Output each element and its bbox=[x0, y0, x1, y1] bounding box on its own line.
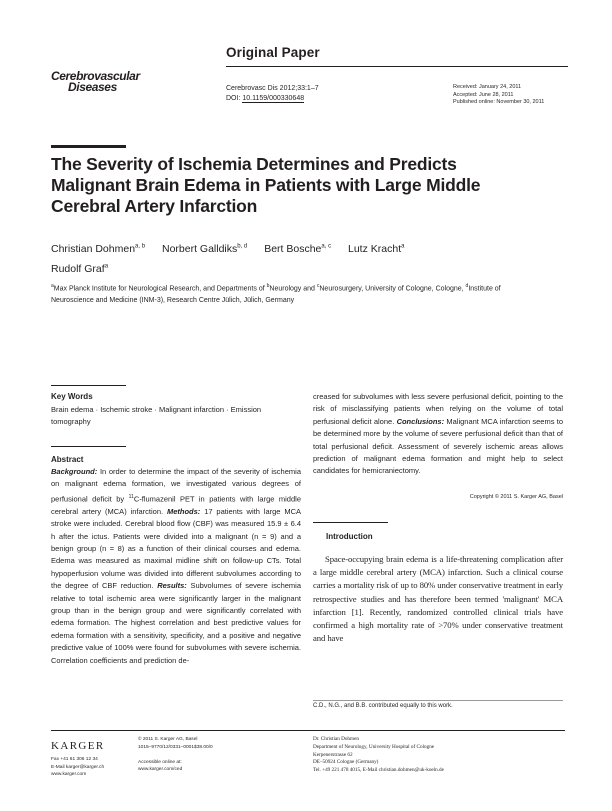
journal-logo bbox=[51, 71, 140, 93]
affiliations: $^a$Max Planck Institute for Neurological Research, and Departments of $^b$Neurology and $^c$Neurosurgery, University of Cologne, Cologne, $^d$Institute of Neuroscience and Medicine (INM-3), Research Centre Jülich, Jülich, Germany bbox=[51, 283, 501, 305]
introduction-heading: Introduction bbox=[326, 532, 373, 541]
author-list bbox=[51, 237, 521, 278]
issn: 1015–9770/12/0331–0001$38.00/0 bbox=[138, 744, 213, 750]
header-rule bbox=[226, 66, 568, 67]
corr-street: Kerpenerstrasse 62 bbox=[313, 751, 353, 758]
footer-rule bbox=[51, 730, 565, 731]
citation: Cerebrovasc Dis 2012;33:1–7 bbox=[226, 85, 319, 92]
access-url[interactable]: www.karger.com/ced bbox=[138, 767, 183, 772]
publisher-website[interactable]: www.karger.com bbox=[51, 772, 87, 777]
publisher-logo: KARGER bbox=[51, 740, 105, 752]
footer-copyright: © 2011 S. Karger AG, Basel bbox=[138, 737, 198, 742]
publisher-email[interactable]: E-Mail karger@karger.ch bbox=[51, 764, 105, 770]
author: Bert Bosche$^{a, c}$ bbox=[264, 242, 332, 255]
published-date: Published online: November 30, 2011 bbox=[453, 99, 545, 105]
abstract-continued: creased for subvolumes with less severe perfusional deficit, pointing to the risk of misclassifying patients when relying on the volume of total perfusional deficit alone. Conclusions: Malignant MCA infarction seems to be determined more by the volume of severe perfusional deficit than that of total perfusional deficit. Assessment of severely ischemic areas allows prediction of malignant edema formation and might help to select candidates for hemicraniectomy. bbox=[313, 392, 564, 476]
access-label: Accessible online at: bbox=[138, 759, 182, 765]
author: Norbert Galldiks$^{b, d}$ bbox=[161, 242, 248, 255]
doi-line bbox=[226, 94, 319, 104]
section-label: Original Paper bbox=[226, 45, 320, 60]
corr-department: Department of Neurology, University Hospital of Cologne bbox=[313, 743, 435, 750]
corr-name: Dr. Christian Dohmen bbox=[313, 736, 359, 742]
journal-name-line2: Diseases bbox=[68, 80, 117, 94]
abstract-copyright: Copyright © 2011 S. Karger AG, Basel bbox=[469, 494, 563, 500]
author: Christian Dohmen$^{a, b}$ bbox=[51, 242, 146, 255]
keywords-text: Brain edema · Ischemic stroke · Malignant infarction · Emission tomography bbox=[51, 405, 262, 426]
article-title: The Severity of Ischemia Determines and Predicts Malignant Brain Edema in Patients with Large Middle Cerebral Artery Infarction bbox=[51, 154, 481, 216]
correspondence-address bbox=[313, 736, 444, 775]
keywords-heading: Key Words bbox=[51, 392, 93, 401]
keywords-rule bbox=[51, 385, 126, 386]
title-rule bbox=[51, 145, 126, 148]
abstract-text: Background: In order to determine the impact of the severity of ischemia on malignant edema formation, we investigated various degrees of perfusional deficit by $^{11}$C-flumazenil PET in patients with large middle cerebral artery (MCA) infarction. Methods: 17 patients with large MCA stroke were included. Cerebral blood flow (CBF) was measured 15.9 ± 6.4 h after the ictus. Patients were divided into a malignant (n = 9) and a benign group (n = 8) as a function of their clinical courses and edema. Edema was measured as maximal midline shift on follow-up CTs. Total hypoperfusion volume was divided into different subvolumes according to the degree of CBF reduction. Results: Subvolumes of severe ischemia relative to total ischemic area were significantly larger in the malignant group than in the benign group and were significantly correlated with edema formation. The highest correlation and best predictive values for edema formation with a sensitivity, specificity, and a positive and negative predictive value of 100% were found for subvolumes with severe ischemia. Correlation coefficients and prediction de- bbox=[51, 467, 302, 665]
publisher-fax: Fax +41 61 306 12 34 bbox=[51, 757, 98, 762]
corr-city: DE–50924 Cologne (Germany) bbox=[313, 759, 379, 766]
introduction-text: Space-occupying brain edema is a life-threatening complication after a large middle cerebral artery (MCA) infarction. Such a clinical course carries a mortality risk of up to 80% under conservative treatment in early retrospective studies and has therefore been termed 'malignant' MCA infarction [1]. Recently, randomized controlled clinical trials have confirmed a high mortality rate of >70% under conservative treatment and have bbox=[313, 554, 563, 644]
doi-link[interactable]: 10.1159/000330648 bbox=[242, 95, 305, 102]
contribution-note: C.D., N.G., and B.B. contributed equally to this work. bbox=[313, 703, 453, 709]
publisher-contact bbox=[51, 756, 104, 779]
citation-block bbox=[226, 84, 319, 104]
abstract-heading: Abstract bbox=[51, 455, 84, 464]
accepted-date: Accepted: June 28, 2011 bbox=[453, 91, 514, 98]
footnote-rule bbox=[313, 700, 563, 701]
journal-name-line1: Cerebrovascular bbox=[51, 69, 140, 83]
received-date: Received: January 24, 2011 bbox=[453, 84, 522, 90]
corr-contact: Tel. +49 221 478 4015, E-Mail christian.dohmen@uk-koeln.de bbox=[313, 767, 444, 774]
introduction-rule bbox=[313, 522, 388, 523]
article-copyright-info bbox=[138, 736, 213, 774]
author: Rudolf Graf$^a$ bbox=[51, 263, 109, 275]
article-dates bbox=[453, 84, 544, 107]
doi-prefix: DOI: bbox=[226, 95, 243, 102]
author: Lutz Kracht$^a$ bbox=[348, 242, 405, 255]
abstract-rule bbox=[51, 446, 126, 447]
